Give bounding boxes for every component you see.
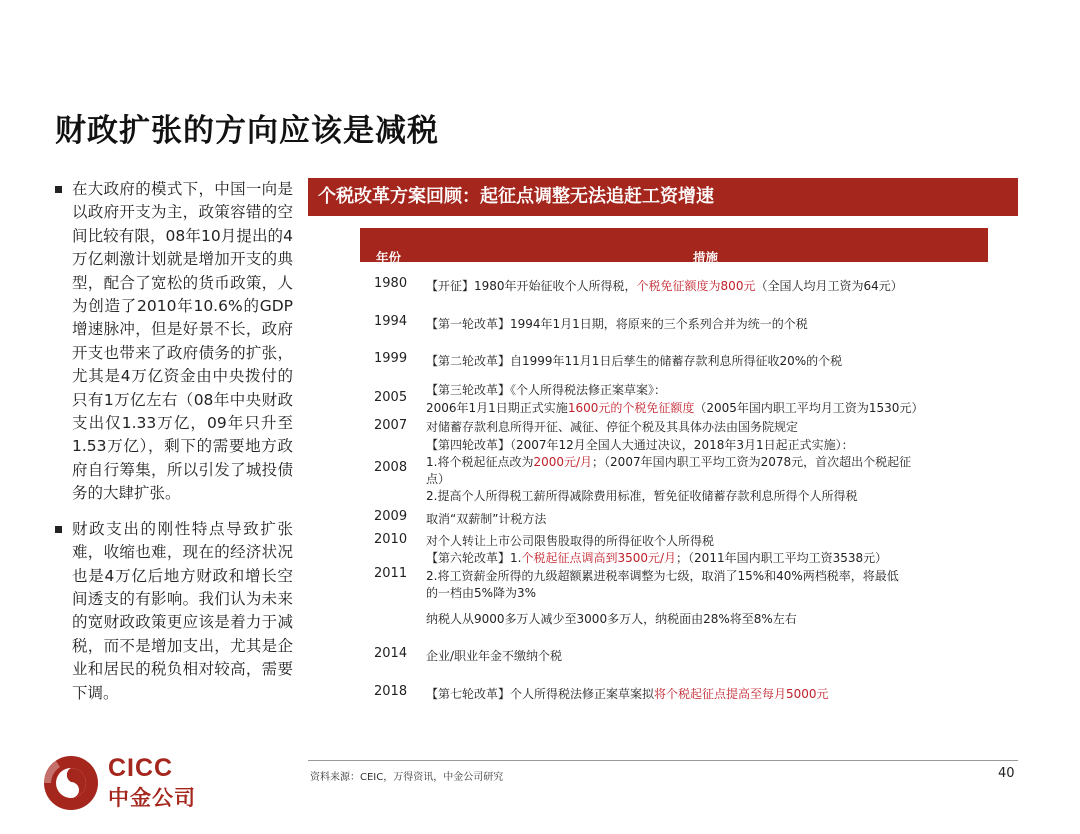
- measure-line: 【第二轮改革】自1999年11月1日后孳生的储蓄存款利息所得征收20%的个税: [426, 354, 843, 368]
- commentary-paragraph: [55, 178, 293, 506]
- year-cell: 2010: [374, 532, 408, 547]
- measure-line: 取消“双薪制”计税方法: [426, 512, 547, 526]
- page-number: 40: [998, 766, 1015, 781]
- measure-line: 2.提高个人所得税工薪所得减除费用标准，暂免征收储蓄存款利息所得个人所得税: [426, 489, 858, 503]
- paragraph-text: 在大政府的模式下，中国一向是以政府开支为主，政策容错的空间比较有限，08年10月提出的4万亿刺激计划就是增加开支的典型，配合了宽松的货币政策，人为创造了2010年10.6%的GDP增速脉冲，但是好景不长，政府开支也带来了政府债务的扩张，尤其是4万亿资金由中央拨付的只有1万亿左右（08年中央财政支出仅1.33万亿，09年只升至1.53万亿），剩下的需要地方政府自行筹集，所以引发了城投债务的大肆扩张。: [72, 180, 293, 503]
- measure-line: 【第七轮改革】个人所得税法修正案草案拟将个税起征点提高至每月5000元: [426, 687, 829, 701]
- cicc-logo-icon: [40, 752, 102, 814]
- column-header-measure: 措施: [693, 250, 719, 265]
- measure-line: 2006年1月1日期正式实施1600元的个税免征额度（2005年国内职工平均月工资为1530元）: [426, 401, 924, 415]
- footer-divider: [308, 760, 1018, 761]
- measure-line: 企业/职业年金不缴纳个税: [426, 649, 563, 663]
- measure-line: 对储蓄存款利息所得开征、减征、停征个税及其具体办法由国务院规定: [426, 420, 799, 434]
- measure-line: 【第四轮改革】（2007年12月全国人大通过决议，2018年3月1日起正式实施）：: [426, 438, 854, 452]
- exhibit-header: 个税改革方案回顾：起征点调整无法追赶工资增速: [308, 178, 1018, 216]
- year-cell: 2005: [374, 390, 408, 405]
- measure-line: 点）: [426, 472, 451, 486]
- measure-line: 【第六轮改革】1.个税起征点调高到3500元/月；（2011年国内职工平均工资3538元）: [426, 551, 888, 565]
- logo-text-cn: 中金公司: [108, 786, 196, 810]
- column-header-year: 年份: [376, 250, 402, 265]
- measure-line: 【第三轮改革】《个人所得税法修正案草案》：: [426, 383, 667, 397]
- year-cell: 2009: [374, 509, 408, 524]
- highlight-text: 1600元的个税免征额度: [567, 401, 695, 415]
- measure-line: 【第一轮改革】1994年1月1日期，将原来的三个系列合并为统一的个税: [426, 317, 808, 331]
- measure-line: 对个人转让上市公司限售股取得的所得征收个人所得税: [426, 534, 715, 548]
- source-note: 资料来源：CEIC，万得资讯，中金公司研究: [310, 772, 504, 783]
- table-header-row: [360, 228, 988, 265]
- left-commentary: [55, 178, 293, 717]
- highlight-text: 个税起征点调高到3500元/月: [521, 551, 677, 565]
- cicc-logo: [40, 752, 205, 812]
- measure-line: 1.将个税起征点改为2000元/月；（2007年国内职工平均工资为2078元，首次超出个税起征: [426, 455, 912, 469]
- year-cell: 1980: [374, 276, 408, 291]
- year-cell: 2018: [374, 684, 408, 699]
- logo-text-en: CICC: [108, 754, 174, 782]
- year-cell: 1999: [374, 351, 408, 366]
- measure-line: 的一档由5%降为3%: [426, 586, 537, 600]
- square-bullet-icon: [55, 186, 62, 193]
- measure-line: 纳税人从9000多万人减少至3000多万人，纳税面由28%将至8%左右: [426, 612, 797, 626]
- year-cell: 2008: [374, 460, 408, 475]
- slide-title: 财政扩张的方向应该是减税: [55, 113, 439, 149]
- square-bullet-icon: [55, 526, 62, 533]
- year-cell: 1994: [374, 314, 408, 329]
- year-cell: 2014: [374, 646, 408, 661]
- year-cell: 2007: [374, 418, 408, 433]
- year-cell: 2011: [374, 566, 408, 581]
- highlight-text: 个税免征额度为800元: [636, 279, 756, 293]
- paragraph-text: 财政支出的刚性特点导致扩张难，收缩也难，现在的经济状况也是4万亿后地方财政和增长空间透支的有影响。我们认为未来的宽财政政策更应该是着力于减税，而不是增加支出，尤其是企业和居民的税负相对较高，需要下调。: [72, 519, 293, 702]
- commentary-paragraph: [55, 518, 293, 705]
- highlight-text: 将个税起征点提高至每月5000元: [654, 687, 829, 701]
- highlight-text: 2000元/月: [533, 455, 593, 469]
- measure-line: 2.将工资薪金所得的九级超额累进税率调整为七级，取消了15%和40%两档税率，将最低: [426, 569, 899, 583]
- measure-line: 【开征】1980年开始征收个人所得税，个税免征额度为800元（全国人均月工资为64元）: [426, 279, 903, 293]
